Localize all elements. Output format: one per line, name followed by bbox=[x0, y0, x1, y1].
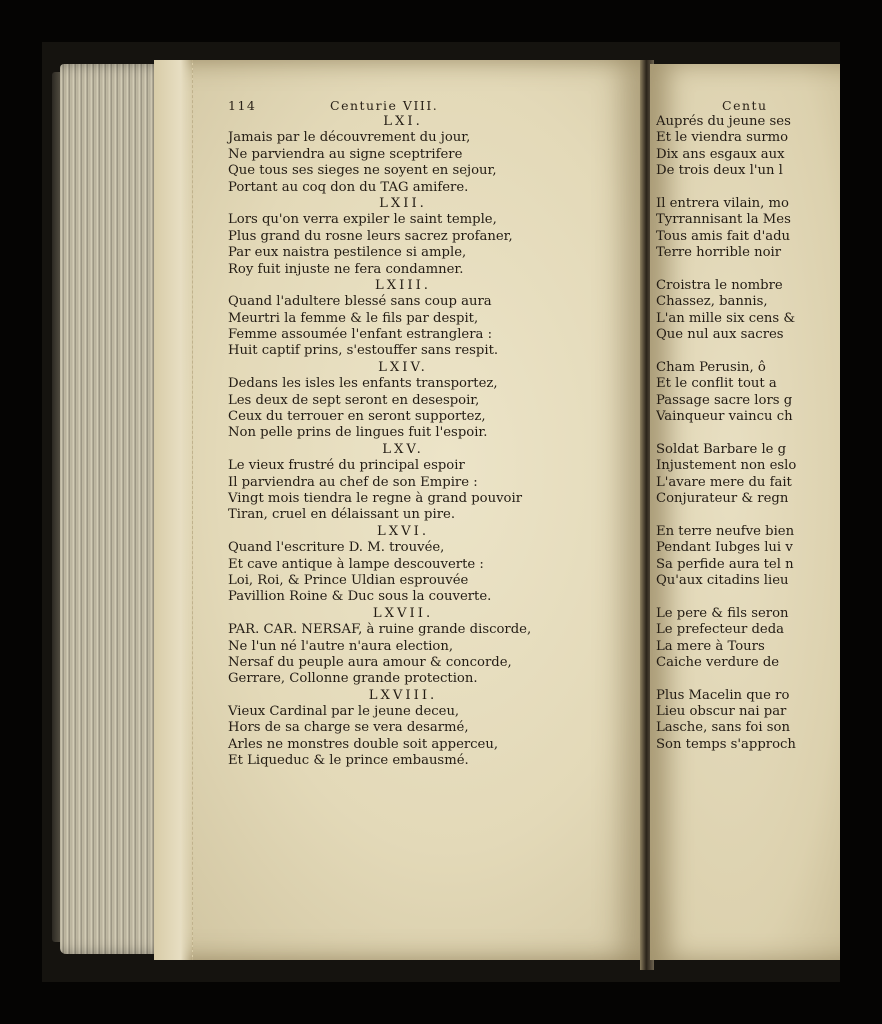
verse-line: Il parviendra au chef de son Empire : bbox=[228, 474, 478, 490]
verse-line: Meurtri la femme & le fils par despit, bbox=[228, 310, 479, 326]
verse-line: Qu'aux citadins lieu bbox=[656, 572, 789, 588]
verse-line: Non pelle prins de lingues fuit l'espoir. bbox=[228, 425, 488, 441]
verse-line: Ne parviendra au signe sceptrifere bbox=[228, 146, 463, 162]
verse-line: Vieux Cardinal par le jeune deceu, bbox=[228, 704, 460, 720]
running-title-right: Centu bbox=[722, 98, 768, 113]
verse-line: Pendant Iubges lui v bbox=[656, 540, 793, 556]
verse-gap bbox=[656, 425, 840, 441]
verse-line: L'avare mere du fait bbox=[656, 474, 792, 490]
verse-line: Lasche, sans foi son bbox=[656, 720, 790, 736]
verse-numeral: LXVII. bbox=[372, 605, 434, 621]
verse-numeral: LXI. bbox=[383, 114, 423, 129]
verse-line: Jamais par le découvrement du jour, bbox=[228, 130, 471, 146]
verse-line: Son temps s'approch bbox=[656, 736, 796, 752]
verse-line: Ceux du terrouer en seront supportez, bbox=[228, 409, 486, 425]
verse-gap bbox=[656, 671, 840, 687]
verse-gap bbox=[656, 589, 840, 605]
verse-line: Chassez, bannis, bbox=[656, 294, 768, 310]
verse-line: Arles ne monstres double soit apperceu, bbox=[228, 736, 499, 752]
verse-line: Plus grand du rosne leurs sacrez profaner, bbox=[228, 228, 513, 244]
verse-gap bbox=[656, 262, 840, 278]
verse-line: Passage sacre lors g bbox=[656, 392, 793, 408]
verse-line: Et cave antique à lampe descouverte : bbox=[228, 556, 484, 572]
verse-line: Quand l'adultere blessé sans coup aura bbox=[228, 294, 492, 310]
verse-line: Terre horrible noir bbox=[656, 245, 782, 261]
verse-numeral: LXV. bbox=[382, 441, 424, 457]
verse-line: Que nul aux sacres bbox=[656, 327, 784, 343]
verse-line: Cham Perusin, ô bbox=[656, 359, 766, 375]
verse-line: Roy fuit injuste ne fera condamner. bbox=[228, 261, 464, 277]
verse-line: Par eux naistra pestilence si ample, bbox=[228, 245, 467, 261]
verse-line: Loi, Roi, & Prince Uldian esprouvée bbox=[228, 572, 469, 588]
verse-line: Et le conflit tout a bbox=[656, 376, 777, 392]
verse-line: Il entrera vilain, mo bbox=[656, 195, 789, 211]
verse-line: La mere à Tours bbox=[656, 638, 765, 654]
verse-line: Vainqueur vaincu ch bbox=[656, 409, 793, 425]
verse-line: L'an mille six cens & bbox=[656, 310, 796, 326]
verse-numeral: LXVI. bbox=[376, 523, 430, 539]
verse-line: PAR. CAR. NERSAF, à ruine grande discorde, bbox=[228, 622, 532, 638]
verse-line: Dedans les isles les enfants transportez, bbox=[228, 376, 498, 392]
verse-numeral: LXII. bbox=[379, 195, 427, 211]
verse-gap bbox=[656, 507, 840, 523]
right-page-text bbox=[656, 114, 840, 753]
verse-line: Les deux de sept seront en desespoir, bbox=[228, 392, 480, 408]
verse-numeral: LXIV. bbox=[378, 359, 428, 375]
verse-numeral: LXVIII. bbox=[368, 687, 438, 703]
verse-line: Auprés du jeune ses bbox=[656, 114, 791, 129]
verse-line: Conjurateur & regn bbox=[656, 490, 789, 506]
verse-line: Et le viendra surmo bbox=[656, 130, 789, 146]
page-number: 114 bbox=[228, 98, 257, 113]
verse-line: En terre neufve bien bbox=[656, 523, 795, 539]
verse-line: Lieu obscur nai par bbox=[656, 704, 787, 720]
verse-line: Croistra le nombre bbox=[656, 277, 783, 293]
deckle-edge bbox=[154, 60, 193, 960]
verse-line: Que tous ses sieges ne soyent en sejour, bbox=[228, 163, 497, 179]
verse-line: Hors de sa charge se vera desarmé, bbox=[228, 720, 469, 736]
verse-line: Portant au coq don du TAG amifere. bbox=[228, 179, 469, 195]
verse-line: Le prefecteur deda bbox=[656, 622, 785, 638]
verse-line: Injustement non eslo bbox=[656, 458, 797, 474]
verse-gap bbox=[656, 180, 840, 196]
verse-line: Sa perfide aura tel n bbox=[656, 556, 794, 572]
verse-line: Vingt mois tiendra le regne à grand pouvoir bbox=[228, 490, 523, 506]
verse-line: Ne l'un né l'autre n'aura election, bbox=[228, 638, 454, 654]
verse-line: Et Liqueduc & le prince embausmé. bbox=[228, 753, 469, 769]
verse-line: Plus Macelin que ro bbox=[656, 687, 790, 703]
verse-line: Tous amis fait d'adu bbox=[656, 228, 791, 244]
verse-line: Le vieux frustré du principal espoir bbox=[228, 458, 465, 474]
verse-line: Tyrrannisant la Mes bbox=[656, 212, 791, 228]
running-title-left: Centurie VIII. bbox=[330, 98, 439, 113]
verse-numeral: LXIII. bbox=[375, 277, 431, 293]
verse-line: Nersaf du peuple aura amour & concorde, bbox=[228, 654, 512, 670]
verse-line: Femme assoumée l'enfant estranglera : bbox=[228, 327, 493, 343]
verse-line: Gerrare, Collonne grande protection. bbox=[228, 671, 478, 687]
verse-line: Soldat Barbare le g bbox=[656, 441, 787, 457]
verse-line: Pavillion Roine & Duc sous la couverte. bbox=[228, 589, 492, 605]
verse-line: Tiran, cruel en délaissant un pire. bbox=[228, 507, 456, 523]
verse-gap bbox=[656, 343, 840, 359]
verse-line: Quand l'escriture D. M. trouvée, bbox=[228, 540, 445, 556]
verse-line: Lors qu'on verra expiler le saint temple, bbox=[228, 212, 497, 228]
verse-line: Dix ans esgaux aux bbox=[656, 146, 785, 162]
verse-line: De trois deux l'un l bbox=[656, 163, 783, 179]
verse-line: Le pere & fils seron bbox=[656, 605, 789, 621]
left-page-text bbox=[228, 114, 578, 770]
verse-line: Caiche verdure de bbox=[656, 654, 780, 670]
verse-line: Huit captif prins, s'estouffer sans respit. bbox=[228, 343, 499, 359]
